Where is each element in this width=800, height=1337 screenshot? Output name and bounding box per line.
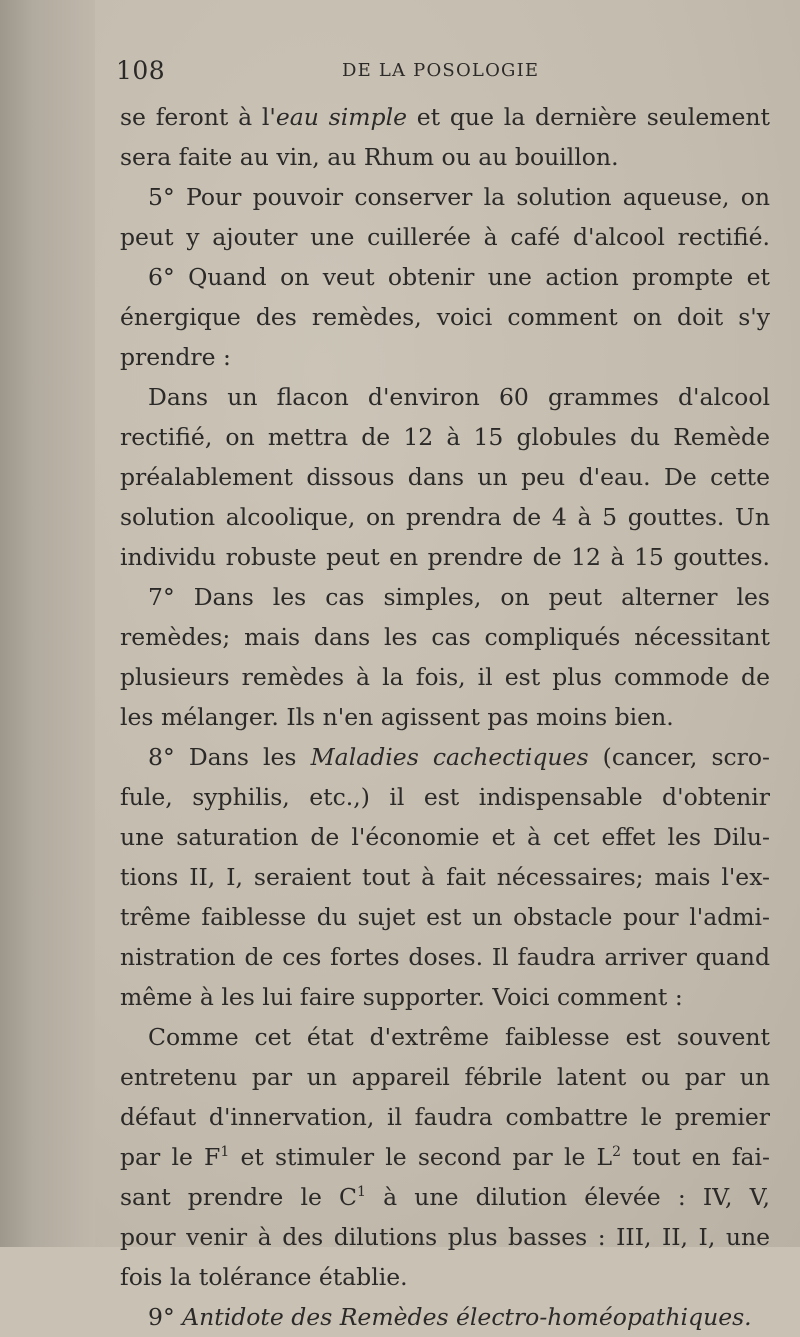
text-span: tout en fai-: [621, 1143, 770, 1171]
text-line: entretenu par un appareil fébrile latent ou par un: [120, 1063, 770, 1091]
page-number: 108: [116, 56, 166, 85]
body-text: [120, 97, 770, 1337]
running-head: DE LA POSOLOGIE: [342, 60, 540, 81]
text-line: fois la tolérance établie.: [120, 1263, 408, 1291]
text-span: (cancer, scro-: [588, 743, 770, 771]
text-line: individu robuste peut en prendre de 12 à 15 gouttes.: [120, 543, 770, 571]
page-header: [0, 56, 800, 90]
text-line: [120, 1137, 770, 1177]
text-line: préalablement dissous dans un peu d'eau. De cette: [120, 463, 770, 491]
text-line: pour venir à des dilutions plus basses : III, II, I, une: [120, 1223, 770, 1251]
text-line: Comme cet état d'extrême faiblesse est souvent: [148, 1023, 770, 1051]
text-line: plusieurs remèdes à la fois, il est plus commode de: [120, 663, 770, 691]
text-line: fule, syphilis, etc.,) il est indispensable d'obtenir: [120, 783, 770, 811]
text-line: une saturation de l'économie et à cet effet les Dilu-: [120, 823, 770, 851]
text-line: solution alcoolique, on prendra de 4 à 5 gouttes. Un: [120, 503, 770, 531]
text-line: [120, 1297, 770, 1337]
text-line: 6° Quand on veut obtenir une action prompte et: [148, 263, 770, 291]
text-line: défaut d'innervation, il faudra combattre le premier: [120, 1103, 770, 1131]
italic-phrase: Antidote des Remèdes électro-homéopathiques.: [182, 1303, 752, 1331]
text-span: et stimuler le second par le L: [229, 1143, 613, 1171]
text-span: par le F: [120, 1143, 221, 1171]
text-line: remèdes; mais dans les cas compliqués nécessitant: [120, 623, 770, 651]
text-line: [120, 737, 770, 777]
text-line: trême faiblesse du sujet est un obstacle pour l'admi-: [120, 903, 770, 931]
text-line: prendre :: [120, 343, 231, 371]
superscript: 1: [220, 1144, 230, 1160]
text-line: énergique des remèdes, voici comment on doit s'y: [120, 303, 770, 331]
text-line: [120, 1177, 770, 1217]
text-span: sant prendre le C: [120, 1183, 358, 1211]
italic-phrase: eau simple: [275, 103, 407, 131]
text-span: et que la dernière seulement: [407, 103, 770, 131]
text-line: 7° Dans les cas simples, on peut alterner les: [148, 583, 770, 611]
superscript: 1: [357, 1184, 366, 1200]
text-line: rectifié, on mettra de 12 à 15 globules du Remède: [120, 423, 770, 451]
text-span: 9°: [148, 1303, 183, 1331]
text-line: sera faite au vin, au Rhum ou au bouillon.: [120, 143, 619, 171]
text-line: nistration de ces fortes doses. Il faudra arriver quand: [120, 943, 770, 971]
text-line: même à les lui faire supporter. Voici comment :: [120, 983, 683, 1011]
text-line: peut y ajouter une cuillerée à café d'alcool rectifié.: [120, 223, 770, 251]
text-line: les mélanger. Ils n'en agissent pas moins bien.: [120, 703, 674, 731]
italic-phrase: Maladies cachectiques: [310, 743, 589, 771]
text-span: se feront à l': [120, 103, 276, 131]
text-line: [120, 97, 770, 137]
text-line: Dans un flacon d'environ 60 grammes d'alcool: [148, 383, 770, 411]
text-span: 8° Dans les: [148, 743, 311, 771]
superscript: 2: [612, 1144, 622, 1160]
page-gutter-shadow: [0, 0, 95, 1247]
text-span: à une dilution élevée : IV, V,: [365, 1183, 771, 1211]
text-line: 5° Pour pouvoir conserver la solution aqueuse, on: [148, 183, 770, 211]
text-line: tions II, I, seraient tout à fait nécessaires; mais l'ex-: [120, 863, 770, 891]
